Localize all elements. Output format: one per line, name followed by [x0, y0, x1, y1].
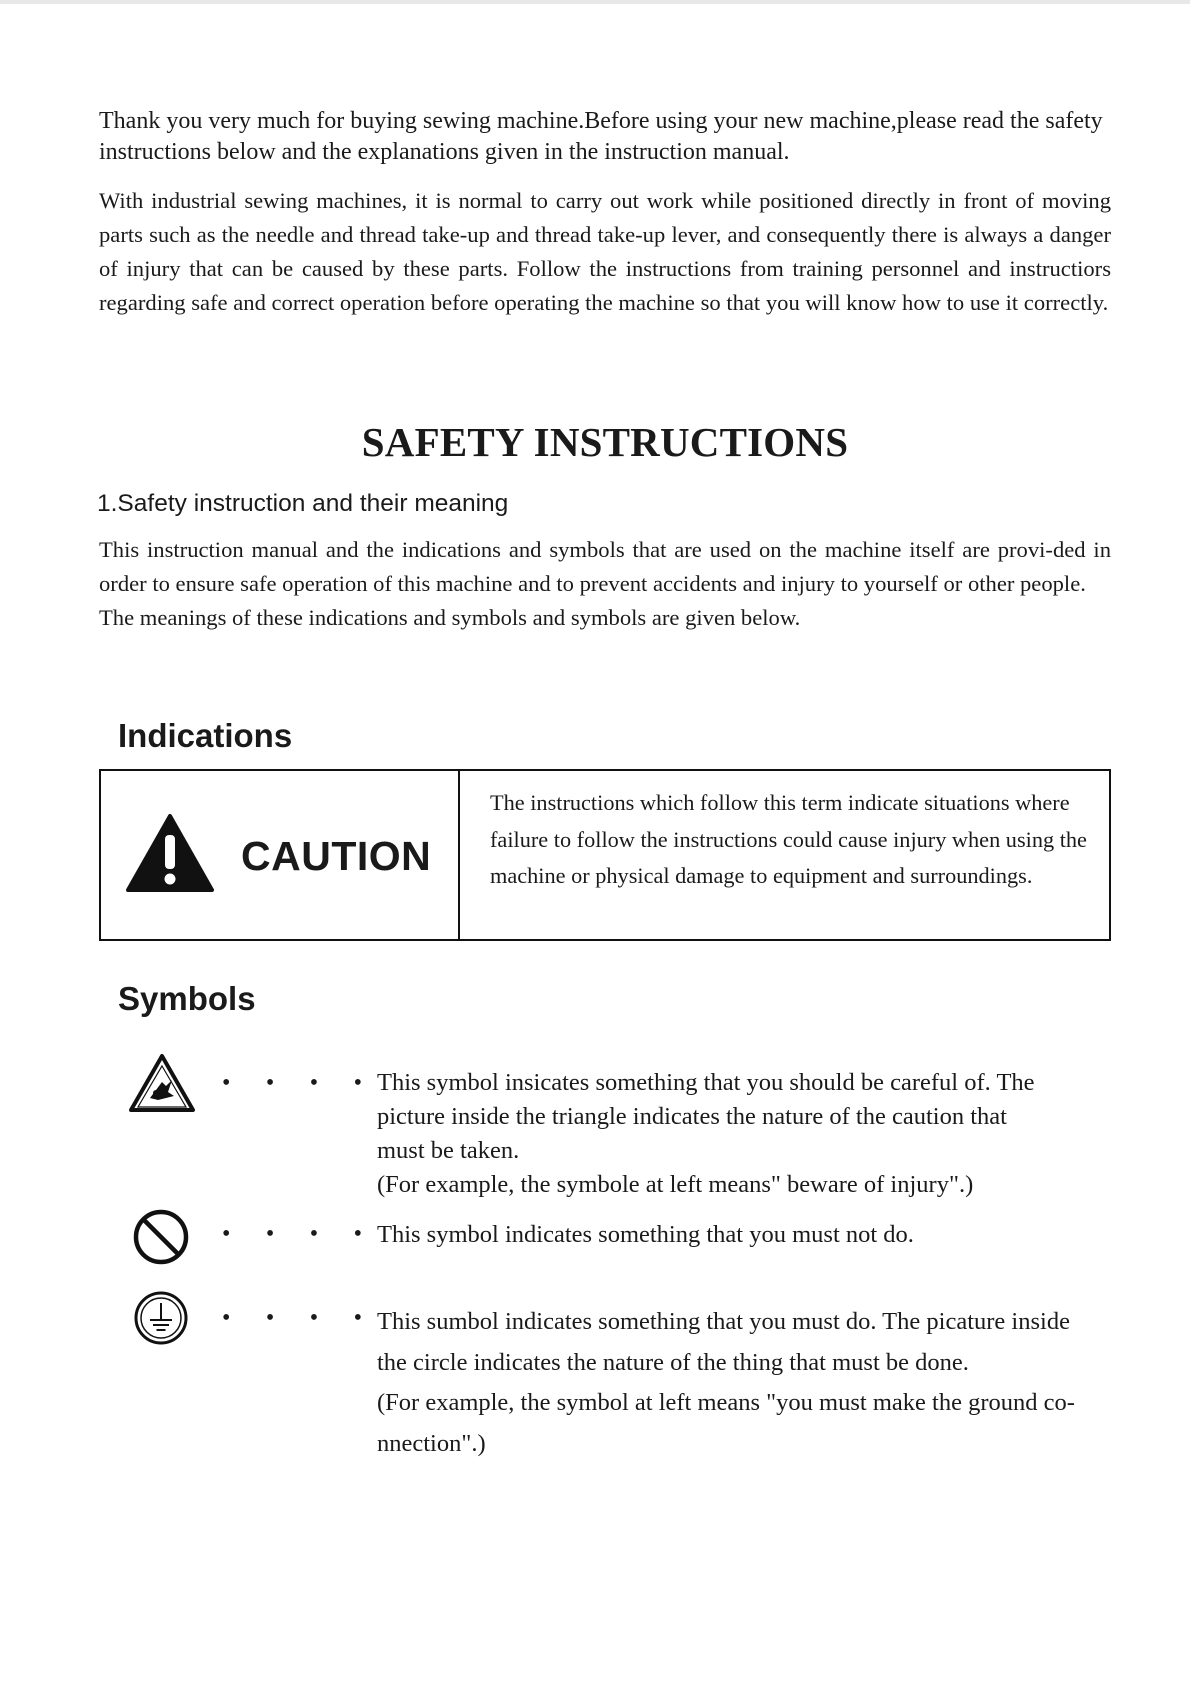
caution-description: The instructions which follow this term indicate situations where failure to follow the instructions could cause injury when using the machine or physical damage to equipment and surroundings. [490, 790, 1087, 888]
page-top-edge [0, 0, 1190, 4]
ground-connection-icon [133, 1290, 189, 1346]
symbol-description-line: (For example, the symbol at left means "you must make the ground co- [377, 1389, 1075, 1416]
section-heading: 1.Safety instruction and their meaning [97, 490, 509, 517]
symbol-description-line: nnection".) [377, 1429, 486, 1457]
symbol-description-line: This symbol indicates something that you must not do. [377, 1221, 914, 1248]
prohibited-icon [132, 1208, 190, 1266]
symbol-description-line: (For example, the symbole at left means" beware of injury".) [377, 1171, 974, 1198]
intro-paragraph-2: With industrial sewing machines, it is normal to carry out work while positioned directly in front of moving parts such as the needle and thread take-up and thread take-up lever, and consequently there is always a danger of injury that can be caused by these parts. Follow the instructions from training personnel and instructiors regarding safe and correct operation before operating the machine so that you will know how to use it correctly. [99, 188, 1111, 315]
section-body-paragraph-2: The meanings of these indications and symbols and symbols are given below. [99, 605, 801, 630]
leader-dots: • • • • [222, 1221, 362, 1247]
symbols-heading: Symbols [118, 980, 256, 1017]
symbol-description-caution [377, 1066, 1101, 1202]
symbol-description-ground [377, 1302, 1101, 1464]
symbol-description-line: the circle indicates the nature of the thing that must be done. [377, 1348, 969, 1376]
indications-table [99, 769, 1111, 941]
symbol-description-line: This sumbol indicates something that you must do. The picature inside [377, 1308, 1070, 1335]
symbol-description-line: This symbol insicates something that you should be careful of. The [377, 1069, 1035, 1096]
symbol-description-prohibited [377, 1218, 1101, 1252]
injury-warning-triangle-icon [128, 1052, 196, 1114]
page-title: SAFETY INSTRUCTIONS [361, 419, 849, 465]
section-body-paragraph-1: This instruction manual and the indications and symbols that are used on the machine itself are provi-ded in order to ensure safe operation of this machine and to prevent accidents and injury to yourself or other people. [99, 537, 1111, 596]
symbol-description-line: must be taken. [377, 1137, 520, 1164]
leader-dots: • • • • [222, 1305, 362, 1331]
caution-label: CAUTION [241, 833, 432, 879]
caution-cell [101, 771, 460, 939]
leader-dots: • • • • [222, 1070, 362, 1096]
symbol-description-line: picture inside the triangle indicates the nature of the caution that [377, 1103, 1007, 1130]
caution-warning-icon [125, 813, 215, 893]
indications-heading: Indications [118, 717, 293, 754]
intro-paragraph-1: Thank you very much for buying sewing machine.Before using your new machine,please read the safety instructions below and the explanations given in the instruction manual. [99, 108, 1103, 165]
section-body [99, 533, 1111, 635]
